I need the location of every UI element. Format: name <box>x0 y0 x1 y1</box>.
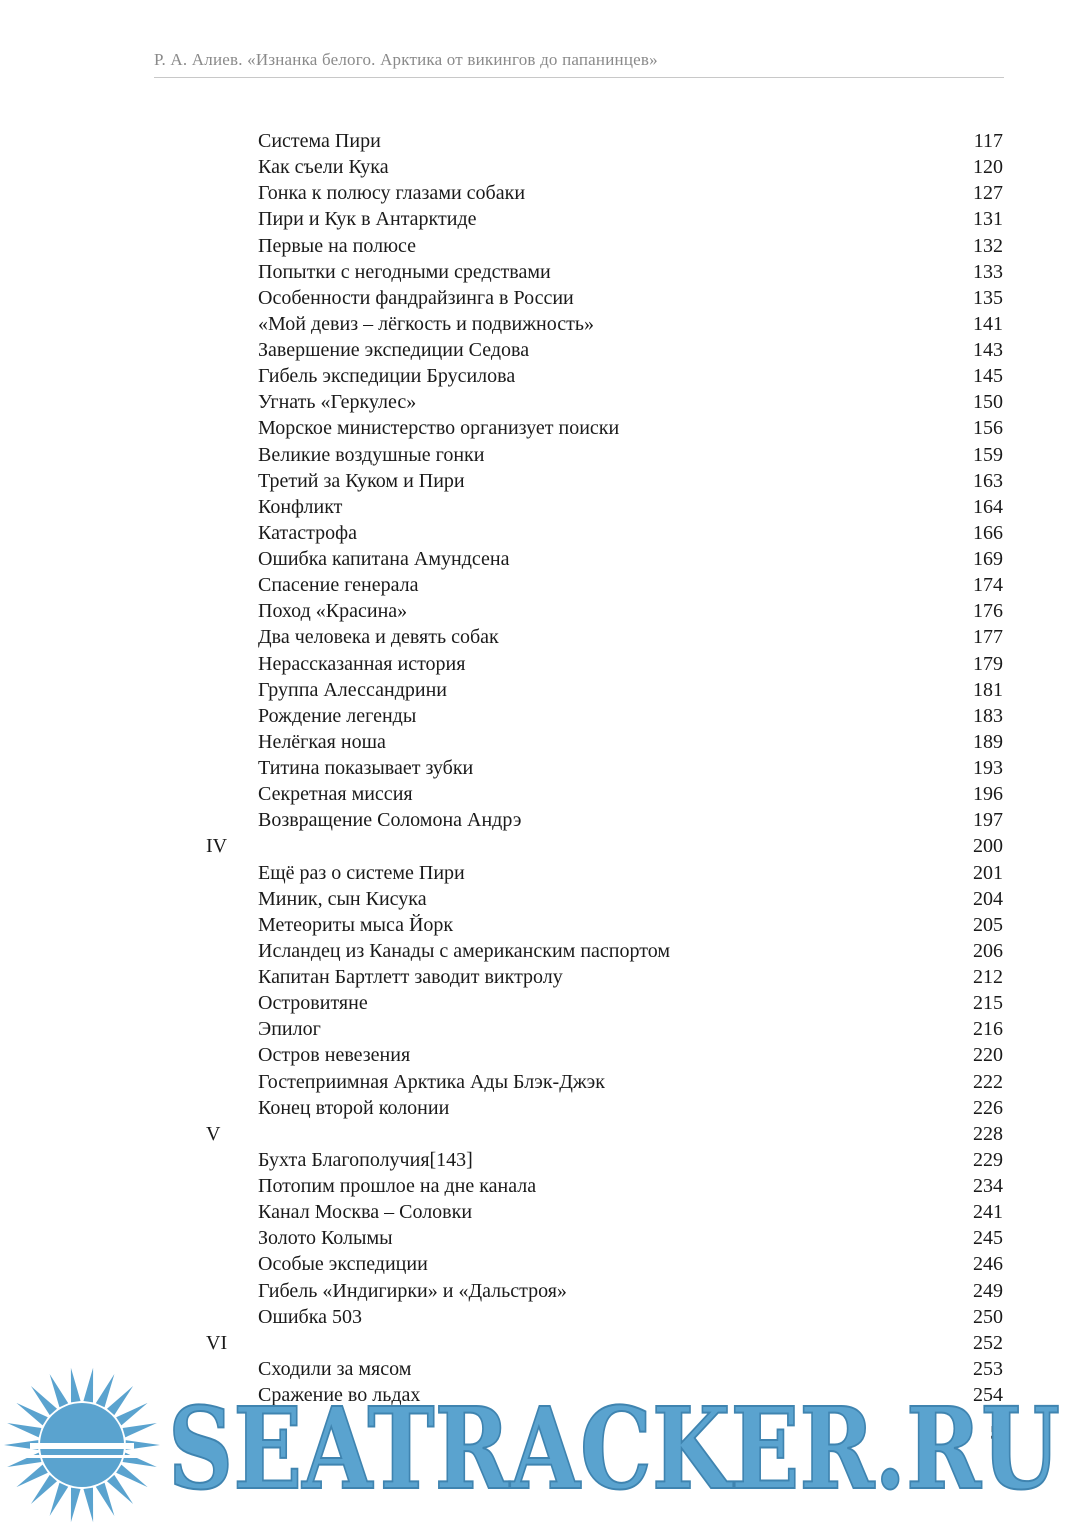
toc-entry-page: 176 <box>973 600 1003 623</box>
sun-ray <box>7 1453 41 1467</box>
toc-entry-page: 212 <box>973 966 1003 988</box>
toc-entry-title: Нелёгкая ноша <box>258 730 386 753</box>
toc-entry-title: Группа Алессандрини <box>258 678 447 701</box>
toc-entry-title: Сражение во льдах <box>258 1384 421 1406</box>
toc-entry-page: 197 <box>973 809 1003 832</box>
toc-row[interactable] <box>0 703 1080 729</box>
toc-row[interactable] <box>0 781 1080 807</box>
toc-entry-title: Ошибка капитана Амундсена <box>258 548 510 570</box>
toc-entry-page: 200 <box>973 835 1003 858</box>
sun-ray <box>50 1374 69 1407</box>
toc-entry-page: 135 <box>973 286 1003 309</box>
toc-row[interactable] <box>0 494 1080 520</box>
toc-entry-page: 216 <box>973 1018 1003 1041</box>
toc-entry-page: 228 <box>973 1122 1003 1145</box>
toc-entry-page: 177 <box>973 626 1003 649</box>
toc-row[interactable] <box>0 363 1080 389</box>
toc-entry-title: Угнать «Геркулес» <box>258 391 417 414</box>
toc-entry-page: 181 <box>973 678 1003 701</box>
toc-entry-title: Попытки с негодными средствами <box>258 260 551 283</box>
toc-entry-title: Как съели Кука <box>258 156 389 179</box>
toc-row[interactable] <box>0 912 1080 938</box>
toc-entry-page: 163 <box>973 469 1003 492</box>
toc-entry-page: 141 <box>973 312 1003 335</box>
toc-entry-page: 226 <box>973 1096 1003 1119</box>
toc-entry-page: 150 <box>973 391 1003 414</box>
toc-row[interactable] <box>0 807 1080 833</box>
toc-row[interactable] <box>0 1199 1080 1225</box>
toc-row[interactable] <box>0 520 1080 546</box>
toc-row[interactable] <box>0 442 1080 468</box>
toc-entry-page: 241 <box>973 1201 1003 1224</box>
toc-entry-title: Два человека и девять собак <box>258 626 499 649</box>
toc-entry-page: 169 <box>973 548 1003 570</box>
toc-entry-page: 143 <box>973 339 1003 361</box>
toc-row[interactable] <box>0 860 1080 886</box>
toc-row[interactable] <box>0 154 1080 180</box>
toc-row[interactable] <box>0 259 1080 285</box>
toc-row[interactable] <box>0 415 1080 441</box>
toc-entry-page: 206 <box>973 939 1003 962</box>
toc-entry-title: Катастрофа <box>258 521 357 544</box>
sun-ray <box>16 1403 47 1426</box>
toc-entry-title: Золото Колымы <box>258 1227 393 1250</box>
sun-ray <box>31 1475 57 1504</box>
sun-ray <box>96 1374 115 1407</box>
toc-entry-title: Эпилог <box>258 1018 321 1041</box>
toc-row[interactable] <box>0 285 1080 311</box>
toc-entry-title: Титина показывает зубки <box>258 757 474 779</box>
page-number: 5 <box>990 1422 1000 1444</box>
toc-row[interactable] <box>0 1042 1080 1068</box>
toc-entry-title: Исландец из Канады с американским паспортом <box>258 939 670 962</box>
table-of-contents <box>0 128 1080 1408</box>
toc-entry-page: 120 <box>973 156 1003 179</box>
toc-entry-page: 127 <box>973 182 1003 205</box>
toc-row[interactable] <box>0 546 1080 572</box>
toc-entry-page: 215 <box>973 992 1003 1015</box>
toc-row[interactable] <box>0 964 1080 990</box>
toc-row[interactable] <box>0 938 1080 964</box>
toc-entry-title: Морское министерство организует поиски <box>258 417 620 440</box>
toc-entry-title: Нерассказанная история <box>258 652 466 675</box>
toc-entry-page: 174 <box>973 574 1003 597</box>
toc-entry-title: Капитан Бартлетт заводит виктролу <box>258 966 563 988</box>
toc-row[interactable] <box>0 1278 1080 1304</box>
toc-entry-title: Метеориты мыса Йорк <box>258 913 454 936</box>
toc-entry-title: Ещё раз о системе Пири <box>258 861 465 884</box>
toc-row[interactable] <box>0 337 1080 363</box>
toc-row[interactable] <box>0 990 1080 1016</box>
toc-entry-title: V <box>206 1122 221 1145</box>
toc-chapter-row[interactable] <box>0 833 1080 859</box>
toc-row[interactable] <box>0 729 1080 755</box>
toc-row[interactable] <box>0 128 1080 154</box>
toc-entry-page: 201 <box>973 861 1003 884</box>
toc-row[interactable] <box>0 572 1080 598</box>
watermark <box>0 1365 1080 1527</box>
sun-ray <box>83 1368 93 1403</box>
toc-entry-title: Особые экспедиции <box>258 1253 428 1276</box>
toc-entry-title: VI <box>206 1331 228 1354</box>
toc-entry-title: Особенности фандрайзинга в России <box>258 286 574 309</box>
toc-row[interactable] <box>0 1251 1080 1277</box>
toc-entry-page: 229 <box>973 1148 1003 1171</box>
toc-entry-title: Конец второй колонии <box>258 1096 450 1119</box>
toc-entry-page: 132 <box>973 234 1003 257</box>
toc-row[interactable] <box>0 1069 1080 1095</box>
toc-row[interactable] <box>0 677 1080 703</box>
toc-entry-page: 156 <box>973 417 1003 440</box>
toc-entry-title: Система Пири <box>258 130 381 152</box>
header-divider <box>154 77 1004 78</box>
toc-entry-title: Гибель экспедиции Брусилова <box>258 365 516 388</box>
sun-ray <box>96 1483 115 1516</box>
toc-row[interactable] <box>0 180 1080 206</box>
toc-entry-page: 159 <box>973 443 1003 466</box>
toc-entry-page: 246 <box>973 1253 1003 1276</box>
toc-entry-title: Возвращение Соломона Андрэ <box>258 809 522 832</box>
sun-ray <box>83 1488 93 1523</box>
toc-entry-page: 252 <box>973 1331 1003 1354</box>
toc-entry-page: 222 <box>973 1070 1003 1093</box>
toc-entry-title: Потопим прошлое на дне канала <box>258 1175 537 1197</box>
toc-entry-title: Бухта Благополучия[143] <box>258 1148 473 1171</box>
toc-entry-title: Рождение легенды <box>258 704 417 727</box>
toc-entry-page: 196 <box>973 783 1003 806</box>
toc-entry-page: 205 <box>973 913 1003 936</box>
toc-row[interactable] <box>0 755 1080 781</box>
toc-entry-page: 133 <box>973 260 1003 283</box>
toc-entry-title: Пири и Кук в Антарктиде <box>258 208 477 231</box>
sun-ray <box>50 1483 69 1516</box>
toc-entry-title: Ошибка 503 <box>258 1305 363 1328</box>
toc-row[interactable] <box>0 1225 1080 1251</box>
toc-entry-title: Гонка к полюсу глазами собаки <box>258 182 526 205</box>
sun-ray <box>71 1488 81 1523</box>
toc-row[interactable] <box>0 468 1080 494</box>
watermark-text: SEATRACKER.RU <box>168 1384 1060 1515</box>
toc-row[interactable] <box>0 233 1080 259</box>
toc-entry-page: 234 <box>973 1175 1003 1197</box>
toc-entry-page: 253 <box>973 1357 1003 1380</box>
toc-entry-page: 245 <box>973 1227 1003 1250</box>
sun-ray <box>31 1386 57 1415</box>
toc-row[interactable] <box>0 389 1080 415</box>
toc-entry-title: Первые на полюсе <box>258 234 417 257</box>
toc-row[interactable] <box>0 206 1080 232</box>
toc-chapter-row[interactable] <box>0 1121 1080 1147</box>
toc-entry-title: Гостеприимная Арктика Ады Блэк-Джэк <box>258 1070 605 1093</box>
sun-ray <box>107 1475 133 1504</box>
toc-entry-title: Гибель «Индигирки» и «Дальстроя» <box>258 1279 567 1302</box>
sun-ray <box>116 1403 147 1426</box>
toc-entry-title: Поход «Красина» <box>258 600 408 623</box>
toc-entry-page: 183 <box>973 704 1003 727</box>
toc-row[interactable] <box>0 311 1080 337</box>
toc-chapter-row[interactable] <box>0 1330 1080 1356</box>
sun-ray <box>123 1453 157 1467</box>
toc-entry-title: IV <box>206 835 228 858</box>
toc-row[interactable] <box>0 651 1080 677</box>
toc-entry-page: 254 <box>973 1384 1003 1406</box>
toc-entry-page: 145 <box>973 365 1003 388</box>
toc-row[interactable] <box>0 886 1080 912</box>
toc-row[interactable] <box>0 624 1080 650</box>
toc-entry-title: «Мой девиз – лёгкость и подвижность» <box>258 312 594 335</box>
toc-entry-page: 249 <box>973 1279 1003 1302</box>
toc-entry-title: Конфликт <box>258 495 343 518</box>
toc-entry-page: 166 <box>973 521 1003 544</box>
toc-row[interactable] <box>0 1304 1080 1330</box>
sun-ray <box>16 1465 47 1488</box>
toc-entry-title: Великие воздушные гонки <box>258 443 485 466</box>
toc-entry-title: Островитяне <box>258 992 368 1015</box>
toc-entry-title: Завершение экспедиции Седова <box>258 339 530 361</box>
toc-entry-page: 189 <box>973 730 1003 753</box>
sun-ray <box>107 1386 133 1415</box>
toc-entry-page: 204 <box>973 887 1003 910</box>
toc-row[interactable] <box>0 1095 1080 1121</box>
sun-ray <box>123 1423 157 1437</box>
toc-entry-page: 131 <box>973 208 1003 231</box>
toc-entry-page: 164 <box>973 495 1003 518</box>
toc-row[interactable] <box>0 1147 1080 1173</box>
sun-ray <box>7 1423 41 1437</box>
toc-entry-page: 179 <box>973 652 1003 675</box>
toc-entry-title: Спасение генерала <box>258 574 419 597</box>
toc-row[interactable] <box>0 1016 1080 1042</box>
toc-entry-title: Секретная миссия <box>258 783 413 806</box>
sun-ray <box>116 1465 147 1488</box>
toc-entry-title: Канал Москва – Соловки <box>258 1201 473 1224</box>
toc-entry-title: Третий за Куком и Пири <box>258 469 465 492</box>
toc-entry-title: Остров невезения <box>258 1044 411 1067</box>
toc-entry-page: 117 <box>973 130 1003 152</box>
toc-entry-page: 250 <box>973 1305 1003 1328</box>
toc-entry-page: 220 <box>973 1044 1003 1067</box>
toc-row[interactable] <box>0 1173 1080 1199</box>
toc-row[interactable] <box>0 598 1080 624</box>
toc-entry-title: Миник, сын Кисука <box>258 887 427 910</box>
sun-icon <box>4 1368 160 1522</box>
sun-ray <box>71 1368 81 1403</box>
running-header: Р. А. Алиев. «Изнанка белого. Арктика от викингов до папанинцев» <box>154 50 658 69</box>
toc-entry-page: 193 <box>973 757 1003 779</box>
toc-entry-title: Сходили за мясом <box>258 1357 412 1380</box>
